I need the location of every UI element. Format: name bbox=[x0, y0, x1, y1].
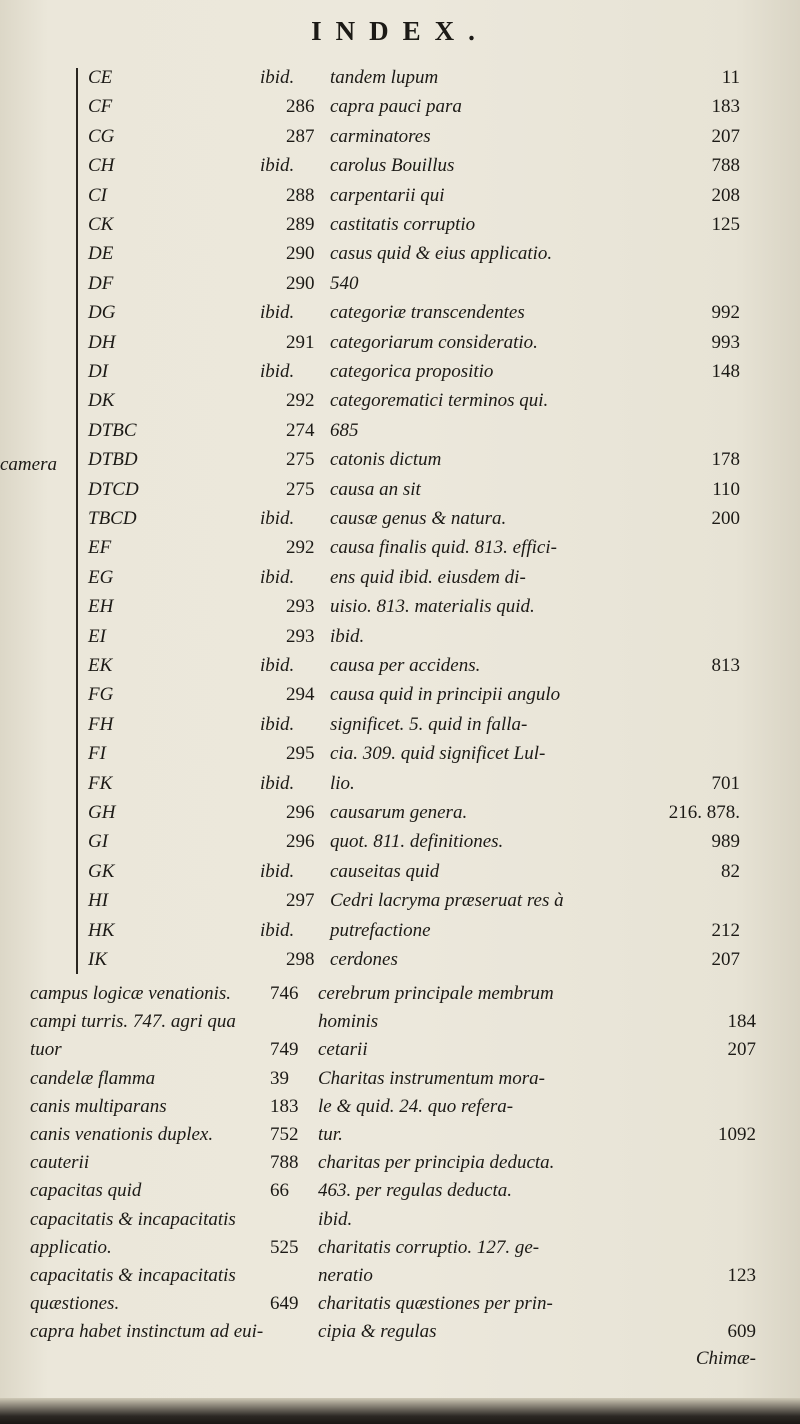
index-row bbox=[0, 356, 800, 388]
row-ref: 298 bbox=[286, 949, 315, 970]
left-entry: campus logicæ venationis. bbox=[30, 983, 232, 1004]
row-entry: categoriæ transcendentes bbox=[330, 302, 525, 324]
index-row bbox=[0, 444, 800, 476]
left-entry: capacitatis & incapacitatis bbox=[30, 1208, 236, 1230]
row-page: 212 bbox=[711, 919, 740, 941]
row-ref: 292 bbox=[286, 537, 315, 559]
row-tag: TBCD bbox=[88, 508, 137, 529]
row-tag: HK bbox=[88, 919, 115, 941]
row-tag: DTBC bbox=[88, 419, 137, 441]
row-entry: categorematici terminos qui. bbox=[330, 390, 549, 412]
row-page: 200 bbox=[711, 508, 740, 529]
row-entry: carpentarii qui bbox=[330, 184, 445, 206]
page-edge-shadow bbox=[0, 1398, 800, 1424]
row-ref: 275 bbox=[286, 449, 315, 471]
index-row bbox=[0, 327, 800, 359]
row-ref: ibid. bbox=[260, 302, 295, 324]
left-page: 749 bbox=[270, 1039, 299, 1061]
catchword: Chimæ- bbox=[695, 1348, 756, 1369]
index-row bbox=[0, 679, 800, 711]
index-row bbox=[0, 621, 800, 653]
row-entry: putrefactione bbox=[330, 919, 431, 941]
index-row bbox=[0, 91, 800, 123]
index-row bbox=[0, 532, 800, 564]
index-row bbox=[0, 826, 800, 858]
index-row bbox=[0, 768, 800, 800]
row-tag: EG bbox=[88, 566, 114, 588]
row-entry: capra pauci para bbox=[330, 96, 462, 118]
left-page: 183 bbox=[270, 1095, 299, 1117]
index-row bbox=[0, 1119, 800, 1151]
index-row bbox=[0, 885, 800, 917]
row-entry: cerdones bbox=[330, 949, 398, 970]
index-row bbox=[0, 944, 800, 976]
index-row bbox=[0, 1232, 800, 1264]
row-ref: ibid. bbox=[260, 655, 295, 676]
row-tag: DE bbox=[88, 243, 114, 265]
index-row bbox=[0, 978, 800, 1010]
index-row bbox=[0, 121, 800, 153]
row-tag: CI bbox=[88, 184, 107, 206]
right-page: 609 bbox=[727, 1321, 756, 1343]
index-row bbox=[0, 209, 800, 241]
index-row bbox=[0, 1034, 800, 1066]
row-ref: 295 bbox=[286, 743, 315, 765]
row-tag: DH bbox=[88, 331, 116, 353]
row-ref: 288 bbox=[286, 184, 315, 206]
right-entry: charitas per principia deducta. bbox=[318, 1152, 555, 1174]
row-tag: GH bbox=[88, 802, 116, 823]
row-ref: 296 bbox=[286, 802, 315, 823]
row-tag: CK bbox=[88, 214, 114, 235]
row-entry: causa quid in principii angulo bbox=[330, 684, 561, 706]
row-entry: causa per accidens. bbox=[330, 655, 481, 676]
row-ref: ibid. bbox=[260, 772, 295, 794]
row-ref: 291 bbox=[286, 331, 315, 353]
row-ref: 287 bbox=[286, 125, 315, 147]
row-tag: IK bbox=[88, 949, 107, 970]
index-row bbox=[0, 1316, 800, 1348]
row-entry: castitatis corruptio bbox=[330, 214, 476, 235]
index-row bbox=[0, 180, 800, 212]
left-entry: capra habet instinctum ad eui- bbox=[30, 1321, 264, 1343]
row-entry: significet. 5. quid in falla- bbox=[330, 713, 528, 735]
row-ref: ibid. bbox=[260, 155, 295, 177]
row-tag: EK bbox=[88, 655, 113, 676]
index-row bbox=[0, 503, 800, 535]
row-entry: 685 bbox=[330, 419, 359, 441]
row-entry: carminatores bbox=[330, 125, 431, 147]
right-entry: Charitas instrumentum mora- bbox=[318, 1067, 545, 1089]
row-ref: 286 bbox=[286, 96, 315, 118]
row-ref: ibid. bbox=[260, 713, 295, 735]
index-row bbox=[0, 1288, 800, 1320]
index-row bbox=[0, 591, 800, 623]
row-entry: categorica propositio bbox=[330, 361, 494, 382]
row-ref: 292 bbox=[286, 390, 315, 412]
index-row bbox=[0, 650, 800, 682]
row-page: 992 bbox=[711, 302, 740, 324]
row-tag: CG bbox=[88, 125, 115, 147]
row-ref: 293 bbox=[286, 625, 315, 647]
row-page: 207 bbox=[711, 125, 740, 147]
row-entry: ibid. bbox=[330, 625, 365, 647]
index-row bbox=[0, 1006, 800, 1038]
row-entry: lio. bbox=[330, 772, 355, 794]
index-row bbox=[0, 856, 800, 888]
row-entry: 540 bbox=[330, 272, 359, 294]
index-row bbox=[0, 415, 800, 447]
left-entry: quæstiones. bbox=[30, 1293, 120, 1315]
row-ref: ibid. bbox=[260, 919, 295, 941]
page-header: INDEX. bbox=[311, 16, 489, 46]
left-page: 525 bbox=[270, 1236, 299, 1258]
row-tag: DI bbox=[88, 361, 109, 382]
left-entry: capacitas quid bbox=[30, 1180, 142, 1202]
row-ref: 274 bbox=[286, 419, 315, 441]
row-ref: 297 bbox=[286, 890, 315, 912]
index-row bbox=[0, 1175, 800, 1207]
row-page: 788 bbox=[711, 155, 740, 177]
index-row bbox=[0, 797, 800, 829]
left-entry: cauterii bbox=[30, 1152, 90, 1174]
row-entry: causarum genera. bbox=[330, 802, 468, 823]
left-entry: applicatio. bbox=[30, 1236, 112, 1258]
index-row bbox=[0, 562, 800, 594]
row-tag: DF bbox=[88, 272, 114, 294]
index-row bbox=[0, 1147, 800, 1179]
row-tag: EF bbox=[88, 537, 112, 559]
row-entry: quot. 811. definitiones. bbox=[330, 831, 504, 853]
index-row bbox=[0, 238, 800, 270]
row-ref: ibid. bbox=[260, 508, 295, 529]
right-entry: hominis bbox=[318, 1011, 379, 1033]
index-row bbox=[0, 150, 800, 182]
index-row bbox=[0, 1063, 800, 1095]
row-entry: catonis dictum bbox=[330, 449, 442, 471]
index-row bbox=[0, 268, 800, 300]
left-page: 746 bbox=[270, 983, 299, 1004]
left-entry: canis venationis duplex. bbox=[30, 1124, 214, 1145]
left-page: 66 bbox=[270, 1180, 289, 1202]
row-ref: 294 bbox=[286, 684, 315, 706]
row-entry: cia. 309. quid significet Lul- bbox=[330, 743, 546, 765]
row-tag: EH bbox=[88, 596, 114, 618]
row-tag: FK bbox=[88, 772, 113, 794]
left-entry: tuor bbox=[30, 1039, 62, 1061]
row-ref: 290 bbox=[286, 272, 315, 294]
row-page: 207 bbox=[711, 949, 740, 970]
left-entry: campi turris. 747. agri qua bbox=[30, 1011, 236, 1033]
right-entry: cipia & regulas bbox=[318, 1321, 437, 1343]
right-entry: le & quid. 24. quo refera- bbox=[318, 1095, 514, 1117]
right-page: 1092 bbox=[718, 1124, 756, 1145]
index-row bbox=[0, 709, 800, 741]
row-tag: CF bbox=[88, 96, 113, 118]
left-page: 649 bbox=[270, 1293, 299, 1315]
index-row bbox=[0, 385, 800, 417]
right-page: 184 bbox=[727, 1011, 756, 1033]
right-entry: cetarii bbox=[318, 1039, 368, 1061]
row-entry: causa finalis quid. 813. effici- bbox=[330, 537, 557, 559]
row-ref: ibid. bbox=[260, 67, 295, 88]
row-page: 125 bbox=[711, 214, 740, 235]
right-entry: charitatis corruptio. 127. ge- bbox=[318, 1236, 540, 1258]
row-entry: carolus Bouillus bbox=[330, 155, 455, 177]
right-entry: cerebrum principale membrum bbox=[318, 983, 554, 1004]
row-page: 993 bbox=[711, 331, 740, 353]
row-ref: ibid. bbox=[260, 361, 295, 382]
right-entry: 463. per regulas deducta. bbox=[318, 1180, 513, 1202]
row-ref: 293 bbox=[286, 596, 315, 618]
row-entry: casus quid & eius applicatio. bbox=[330, 243, 553, 265]
row-page: 148 bbox=[711, 361, 740, 382]
row-tag: DTBD bbox=[88, 449, 138, 471]
row-entry: categoriarum consideratio. bbox=[330, 331, 538, 353]
row-entry: causa an sit bbox=[330, 478, 421, 500]
index-row bbox=[0, 297, 800, 329]
row-entry: tandem lupum bbox=[330, 67, 439, 88]
left-page: 752 bbox=[270, 1124, 299, 1145]
row-page: 216. 878. bbox=[668, 802, 740, 823]
left-entry: capacitatis & incapacitatis bbox=[30, 1265, 236, 1286]
row-ref: 290 bbox=[286, 243, 315, 265]
row-ref: 296 bbox=[286, 831, 315, 853]
right-page: 207 bbox=[727, 1039, 756, 1061]
row-page: 208 bbox=[711, 184, 740, 206]
row-tag: DG bbox=[88, 302, 116, 324]
left-page: 788 bbox=[270, 1152, 299, 1174]
row-tag: FI bbox=[88, 743, 106, 765]
row-page: 989 bbox=[711, 831, 740, 853]
row-tag: FG bbox=[88, 684, 114, 706]
row-tag: HI bbox=[88, 890, 109, 912]
bracket-label: camera bbox=[0, 454, 57, 475]
right-entry: charitatis quæstiones per prin- bbox=[318, 1293, 553, 1315]
row-tag: CE bbox=[88, 67, 113, 88]
right-entry: tur. bbox=[318, 1124, 343, 1145]
index-row bbox=[0, 1091, 800, 1123]
row-ref: ibid. bbox=[260, 566, 295, 588]
index-row bbox=[0, 1260, 800, 1292]
index-row bbox=[0, 474, 800, 506]
row-page: 701 bbox=[711, 772, 740, 794]
row-page: 110 bbox=[712, 478, 740, 500]
left-page: 39 bbox=[270, 1067, 289, 1089]
index-row bbox=[0, 915, 800, 947]
row-tag: EI bbox=[88, 625, 106, 647]
row-page: 11 bbox=[721, 67, 740, 88]
row-ref: 289 bbox=[286, 214, 315, 235]
row-entry: uisio. 813. materialis quid. bbox=[330, 596, 535, 618]
row-page: 82 bbox=[721, 860, 740, 882]
row-tag: DTCD bbox=[88, 478, 139, 500]
row-page: 183 bbox=[711, 96, 740, 118]
row-entry: ens quid ibid. eiusdem di- bbox=[330, 566, 526, 588]
index-row bbox=[0, 62, 800, 94]
index-row bbox=[0, 738, 800, 770]
row-ref: ibid. bbox=[260, 860, 295, 882]
row-entry: causæ genus & natura. bbox=[330, 508, 507, 529]
row-entry: causeitas quid bbox=[330, 860, 440, 882]
row-tag: GI bbox=[88, 831, 109, 853]
right-entry: ibid. bbox=[318, 1208, 353, 1230]
row-entry: Cedri lacryma præseruat res à bbox=[330, 890, 564, 912]
index-row bbox=[0, 1204, 800, 1236]
row-tag: DK bbox=[88, 390, 115, 412]
row-page: 813 bbox=[711, 655, 740, 676]
left-entry: canis multiparans bbox=[30, 1095, 167, 1117]
row-tag: CH bbox=[88, 155, 115, 177]
row-tag: GK bbox=[88, 860, 115, 882]
left-entry: candelæ flamma bbox=[30, 1067, 156, 1089]
row-page: 178 bbox=[711, 449, 740, 471]
row-tag: FH bbox=[88, 713, 114, 735]
right-page: 123 bbox=[727, 1265, 756, 1286]
right-entry: neratio bbox=[318, 1265, 373, 1286]
row-ref: 275 bbox=[286, 478, 315, 500]
